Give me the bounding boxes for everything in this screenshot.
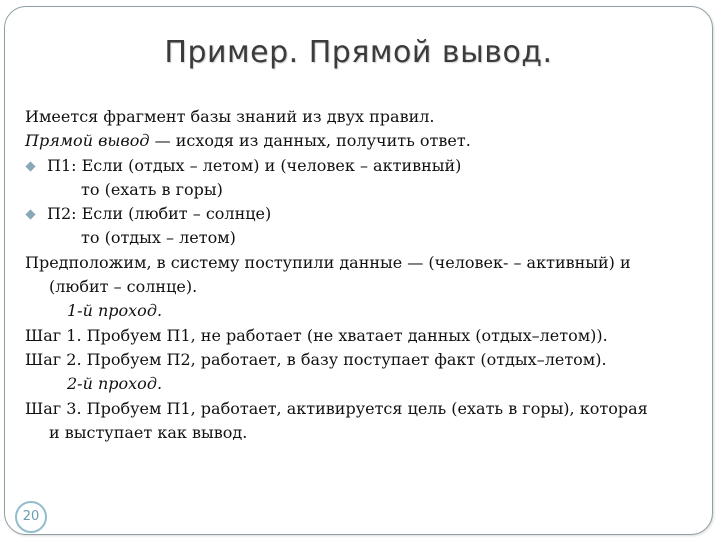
pass-1-label: 1-й проход. — [67, 301, 163, 321]
rule-p2 — [25, 202, 693, 226]
text-line-definition — [25, 129, 693, 153]
pass-2-label: 2-й проход. — [67, 374, 163, 394]
rule-p1 — [25, 154, 693, 178]
diamond-bullet-icon — [25, 161, 35, 171]
slide-body — [25, 105, 693, 445]
definition-text: — исходя из данных, получить ответ. — [149, 131, 471, 151]
term-forward-inference: Прямой вывод — [25, 131, 150, 151]
text-line-intro: Имеется фрагмент базы знаний из двух правил. — [25, 107, 435, 126]
step-1: Шаг 1. Пробуем П1, не работает (не хватает данных (отдых–летом)). — [25, 325, 608, 345]
step-2: Шаг 2. Пробуем П2, работает, в базу поступает факт (отдых–летом). — [25, 349, 607, 369]
slide-title: Пример. Прямой вывод. — [164, 35, 553, 70]
diamond-bullet-icon — [25, 210, 35, 220]
assumption-line-2: (любит – солнце). — [49, 277, 198, 297]
page-number-badge: 20 — [15, 501, 47, 533]
rule-p2-text: П2: Если (любит – солнце) — [47, 204, 272, 224]
rule-p1-text: П1: Если (отдых – летом) и (человек – активный) — [47, 155, 462, 175]
slide-frame — [4, 6, 713, 535]
rule-p1-consequence: то (ехать в горы) — [81, 179, 223, 199]
assumption-line-1: Предположим, в систему поступили данные — (человек- – активный) и — [25, 252, 631, 272]
rule-p2-consequence: то (отдых – летом) — [81, 228, 236, 248]
step-3-line-2: и выступает как вывод. — [49, 422, 248, 442]
step-3-line-1: Шаг 3. Пробуем П1, работает, активируется цель (ехать в горы), которая — [25, 398, 648, 418]
